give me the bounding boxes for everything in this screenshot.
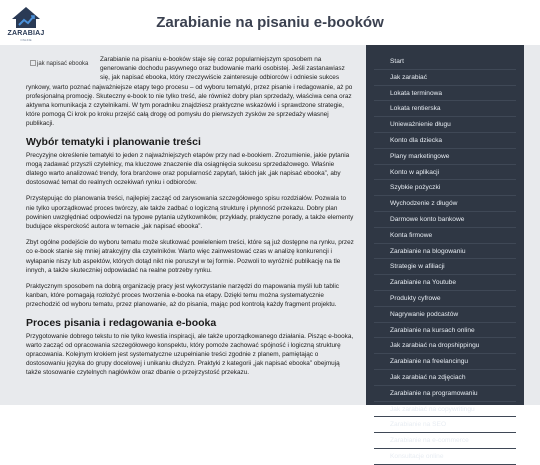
sidebar-item-jak-zarabiac[interactable]: Jak zarabiać xyxy=(374,70,516,86)
sidebar-item-szybkie-pozyczki[interactable]: Szybkie pożyczki xyxy=(374,180,516,196)
article-content xyxy=(22,51,360,405)
sidebar-item-seo[interactable]: Zarabianie na SEO xyxy=(374,417,516,433)
sidebar-item-afiliacja[interactable]: Strategie w afiliacji xyxy=(374,259,516,275)
sidebar-item-dropshipping[interactable]: Jak zarabiać na dropshippingu xyxy=(374,338,516,354)
section-heading-writing: Proces pisania i redagowania e-booka xyxy=(26,316,217,329)
paragraph: Praktycznym sposobem na dobrą organizację pracy jest wykorzystanie narzędzi do mapowania myśli lub tablic kanban, które pomagają rozłożyć proces tworzenia e-booka na etapy. Dzięki temu można systematycznie przechodzić od wyboru tematu, przez planowanie, aż do pisania, mając pod kontrolą każdy fragment projektu. xyxy=(26,283,339,309)
article-image-alt: jak napisać ebooka xyxy=(37,61,89,67)
sidebar-item-plany-marketingowe[interactable]: Plany marketingowe xyxy=(374,149,516,165)
sidebar-item-konto-dla-dziecka[interactable]: Konto dla dziecka xyxy=(374,133,516,149)
paragraph: Precyzyjne określenie tematyki to jeden z najważniejszych etapów przy nad e-bookiem. Zrozumienie, jakie pytania mogą zadawać przyszli czytelnicy, ma kluczowe znaczenie dla osiągnięcia sukcesu sprzedażowego. Właśnie dlatego warto analizować trendy, fora branżowe oraz popularność zapytań, takich jak „jak napisać ebooka”, aby dostosować temat do realnych oczekiwań rynku i odbiorców. xyxy=(26,151,350,187)
sidebar-item-blogowanie[interactable]: Zarabianie na blogowaniu xyxy=(374,244,516,260)
sidebar-item-freelancing[interactable]: Zarabianie na freelancingu xyxy=(374,354,516,370)
sidebar-item-podcasty[interactable]: Nagrywanie podcastów xyxy=(374,307,516,323)
sidebar-item-youtube[interactable]: Zarabianie na Youtube xyxy=(374,275,516,291)
sidebar-item-kursy-online[interactable]: Zarabianie na kursach online xyxy=(374,323,516,339)
paragraph: Przygotowanie dobrego tekstu to nie tylko kwestia inspiracji, ale także uporządkowanego działania. Pisząc e-booka, warto zacząć od opracowania szczegółowego konspektu, który pomoże zachować spójność i logiczną strukturę opracowania. Kolejnym krokiem jest systematyczne uzupełnianie treści zgodnie z planem, pamiętając o dostosowaniu języka do grupy docelowej i unikaniu dłużyzn. Praktyki z kategorii „jak napisać ebooka” obejmują także stosowanie czytelnych nagłówków oraz dbanie o przejrzystość przekazu. xyxy=(26,332,354,377)
sidebar-item-konsultacje[interactable]: Konsultacje online xyxy=(374,449,516,465)
section-heading-topic: Wybór tematyki i planowanie treści xyxy=(26,135,201,148)
sidebar-item-copywriting[interactable]: Jak zarabiać na copywritingu xyxy=(374,402,516,418)
site-title: Zarabianie na pisaniu e-booków xyxy=(156,14,384,31)
sidebar-item-zdjecia[interactable]: Jak zarabiać na zdjęciach xyxy=(374,370,516,386)
sidebar-item-darmowe-konto[interactable]: Darmowe konto bankowe xyxy=(374,212,516,228)
sidebar-item-konta-firmowe[interactable]: Konta firmowe xyxy=(374,228,516,244)
sidebar-item-lokata-rentierska[interactable]: Lokata rentierska xyxy=(374,101,516,117)
sidebar-item-e-commerce[interactable]: Zarabianie na e-commerce xyxy=(374,433,516,449)
sidebar-item-produkty-cyfrowe[interactable]: Produkty cyfrowe xyxy=(374,291,516,307)
broken-image-icon xyxy=(30,60,36,66)
paragraph: Przystępując do planowania treści, najlepiej zacząć od zarysowania szczegółowego spisu rozdziałów. Pozwala to nie tylko uporządkować proces twórczy, ale także zadbać o logiczną strukturę i płynność przekazu. Dobry plan powinien uwzględniać odpowiedzi na typowe pytania użytkowników, przykłady, praktyczne porady, a także elementy budujące eksperckość autora w temacie „jak napisać ebooka”. xyxy=(26,195,354,231)
sidebar-nav xyxy=(366,45,524,460)
sidebar-item-uniewaznienie-dlugu[interactable]: Unieważnienie długu xyxy=(374,117,516,133)
article-image xyxy=(30,60,96,72)
logo-text: ZARABIAJ xyxy=(7,30,45,37)
site-header xyxy=(0,0,540,45)
article-intro: Zarabianie na pisaniu e-booków staje się coraz popularniejszym sposobem na generowanie dochodu pasywnego oraz budowanie marki osobistej. Jeśli zastanawiasz się, jak napisać ebooka, który rzeczywiście zainteresuje odbiorców i odniesie sukces rynkowy, warto poznać najważniejsze etapy tego procesu – od wyboru tematyki, przez pisanie i redagowanie, aż po profesjonalną promocję. Skuteczny e-book to nie tylko treść, ale również dobry plan sprzedaży, właściwa cena oraz aktywna komunikacja z czytelnikami. W tym poradniku znajdziesz praktyczne wskazówki i sprawdzone strategie, które pomogą Ci krok po kroku przejść całą drogę od pomysłu do pierwszych zysków ze sprzedaży własnej publikacji. xyxy=(26,56,353,128)
sidebar-item-lokata-terminowa[interactable]: Lokata terminowa xyxy=(374,86,516,102)
sidebar-item-konto-w-aplikacji[interactable]: Konto w aplikacji xyxy=(374,165,516,181)
sidebar-item-wychodzenie-z-dlugow[interactable]: Wychodzenie z długów xyxy=(374,196,516,212)
sidebar-item-start[interactable]: Start xyxy=(374,54,516,70)
sidebar-item-programowanie[interactable]: Zarabianie na programowaniu xyxy=(374,386,516,402)
logo-subtext: ONLINE xyxy=(20,38,32,42)
paragraph: Zbyt ogólne podejście do wyboru tematu może skutkować powieleniem treści, które są już dostępne na rynku, przez co e-book stanie się mniej atrakcyjny dla czytelników. Warto więc zainwestować czas w analizę konkurencji i wyłapanie niszy lub aspektów, których dotąd nikt nie poruszył w tej formie. Pozwoli to wyróżnić publikację na tle innych, a także skuteczniej odpowiadać na realne potrzeby rynku. xyxy=(26,239,354,274)
page-body xyxy=(0,45,540,460)
